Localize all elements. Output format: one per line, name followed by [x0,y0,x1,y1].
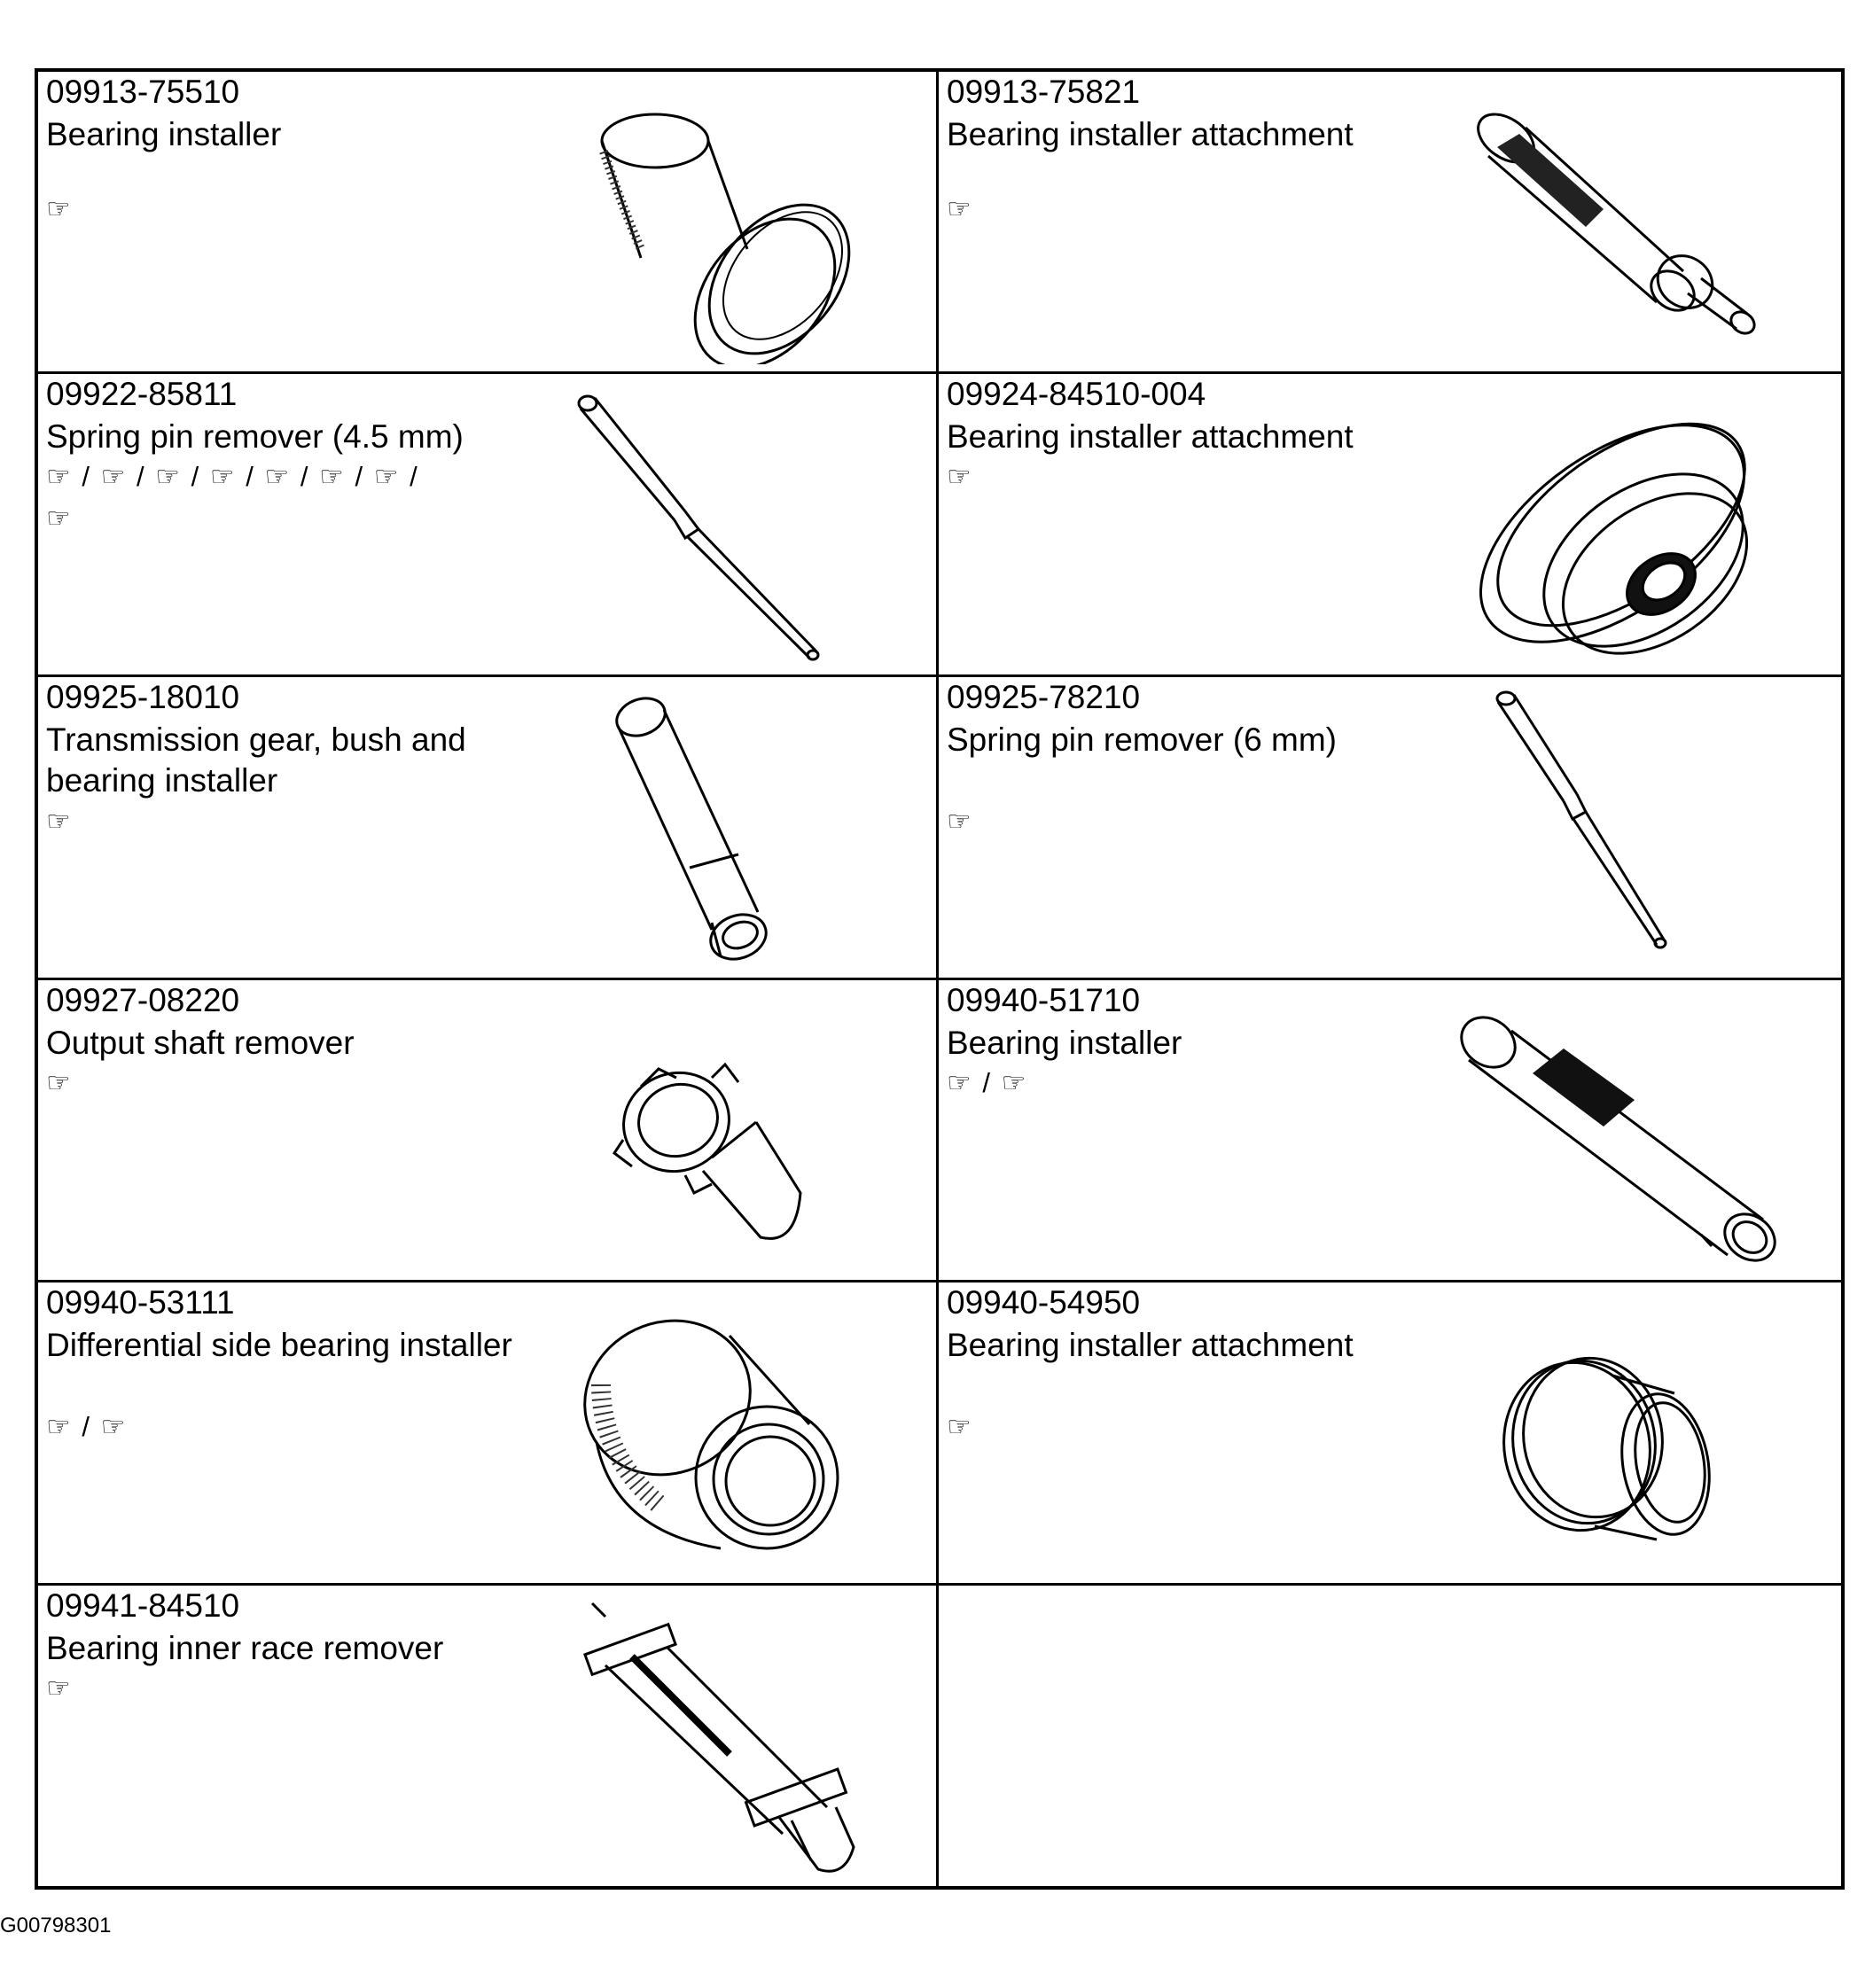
tool-cell-09924-84510-004 [939,374,1845,674]
reference-link[interactable]: ☞ [947,806,973,837]
part-number: 09922-85811 [46,376,238,412]
tool-name: Bearing installer attachment [947,116,1354,152]
reference-link[interactable]: ☞ [46,1672,73,1703]
differential-side-bearing-installer-icon [561,1300,862,1566]
tool-cell-09927-08220 [38,980,936,1280]
part-number: 09940-54950 [947,1284,1141,1321]
reference-link[interactable]: ☞ [947,461,973,492]
spring-pin-remover-icon [1488,686,1719,970]
reference-link[interactable]: ☞ [46,503,73,534]
spring-pin-remover-icon [570,387,889,671]
tool-name: Transmission gear, bush and bearing installer [46,721,466,799]
bearing-inner-race-remover-icon [552,1594,907,1887]
part-number: 09940-53111 [46,1284,235,1321]
reference-link[interactable]: ☞ [46,1067,73,1098]
empty-cell [939,1586,1845,1886]
part-number: 09925-18010 [46,679,240,715]
tool-cell-09922-85811 [38,374,936,674]
tool-name: Spring pin remover (6 mm) [947,721,1338,758]
tool-name: Bearing installer [947,1025,1182,1061]
bearing-installer-icon [570,98,889,364]
reference-link[interactable]: ☞ [947,193,973,224]
bearing-installer-attachment-icon [1444,387,1781,671]
output-shaft-remover-icon [605,1042,827,1255]
tool-name: Bearing installer attachment [947,1327,1354,1363]
figure-id: G00798301 [0,1914,112,1937]
part-number: 09940-51710 [947,982,1141,1018]
bearing-installer-attachment-icon [1453,94,1807,360]
tool-cell-09941-84510 [38,1586,936,1886]
bearing-installer-icon [1444,1002,1799,1268]
tool-cell-09925-18010 [38,677,936,978]
tool-name: Bearing installer attachment [947,418,1354,455]
reference-links[interactable]: ☞ / ☞ [46,1411,128,1442]
tool-name: Spring pin remover (4.5 mm) [46,418,464,455]
part-number: 09925-78210 [947,679,1141,715]
reference-links[interactable]: ☞ / ☞ [947,1067,1028,1098]
reference-link[interactable]: ☞ [46,193,73,224]
tool-cell-09913-75821 [939,72,1845,371]
special-tools-table [35,68,1845,1890]
reference-link[interactable]: ☞ [947,1411,973,1442]
part-number: 09927-08220 [46,982,240,1018]
part-number: 09924-84510-004 [947,376,1206,412]
bearing-installer-attachment-icon [1488,1349,1719,1562]
tool-cell-09940-53111 [38,1282,936,1583]
tool-name: Bearing installer [46,116,282,152]
reference-links[interactable]: ☞ / ☞ / ☞ / ☞ / ☞ / ☞ / ☞ / [46,461,419,492]
tool-name: Output shaft remover [46,1025,355,1061]
tool-cell-09913-75510 [38,72,936,371]
tool-cell-09940-54950 [939,1282,1845,1583]
reference-link[interactable]: ☞ [46,806,73,837]
tool-cell-09940-51710 [939,980,1845,1280]
tool-cell-09925-78210 [939,677,1845,978]
part-number: 09941-84510 [46,1587,240,1624]
transmission-gear-installer-icon [597,690,862,974]
tool-name: Differential side bearing installer [46,1327,512,1363]
part-number: 09913-75510 [46,74,240,110]
part-number: 09913-75821 [947,74,1141,110]
tool-name: Bearing inner race remover [46,1630,444,1666]
